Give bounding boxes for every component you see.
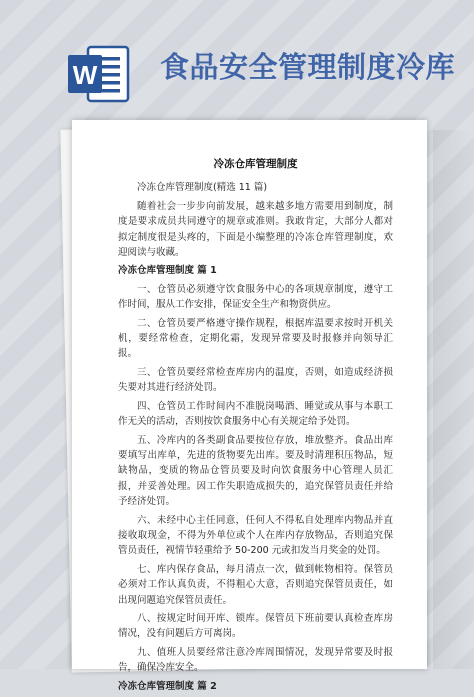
paragraph: 三、仓管员要经常检查库房内的温度，否则，如造成经济损失要对其进行经济处罚。 <box>118 366 393 394</box>
paragraph: 九、值班人员要经常注意冷库周围情况，发现异常要及时报告，确保冷库安全。 <box>118 646 393 674</box>
paragraph: 八、按规定时间开库、锁库。保管员下班前要认真检查库房情况，没有问题后方可离岗。 <box>118 612 393 640</box>
page-edge-shade <box>433 130 474 669</box>
header <box>0 0 474 118</box>
paragraph: 六、未经中心主任同意，任何人不得私自处理库内物品并直接收取现金，不得为外单位或个人在库内存放物品，否则追究保管员责任，视情节轻重给予 50-200 元或扣发当月奖金的处罚。 <box>118 514 393 557</box>
paragraph: 二、仓管员要严格遵守操作规程，根据库温要求按时开机关机，要经常检查，定期化霜，发现异常要及时报修并向领导汇报。 <box>118 317 393 360</box>
paragraph: 四、仓管员工作时间内不准脱岗喝酒、睡觉或从事与本职工作无关的活动，否则按饮食服务中心有关规定给予处罚。 <box>118 400 393 428</box>
document-body <box>118 157 393 697</box>
paragraph: 冷冻仓库管理制度(精选 11 篇) <box>137 182 268 194</box>
svg-text:W: W <box>72 60 98 90</box>
section-heading: 冷冻仓库管理制度 篇 1 <box>118 265 217 277</box>
page-title: 食品安全管理制度冷库 <box>160 50 456 84</box>
paragraph: 一、仓管员必须遵守饮食服务中心的各项规章制度，遵守工作时间，服从工作安排，保证安全生产和物资供应。 <box>118 283 393 311</box>
paragraph: 七、库内保存食品，每月清点一次，做到帐物相符。保管员必须对工作认真负责，不得粗心大意，否则追究保管员责任，如出现问题追究保管员责任。 <box>118 563 393 606</box>
paragraph: 五、冷库内的各类副食品要按位存放，堆放整齐。食品出库要填写出库单，先进的货物要先出库。要及时清理积压物品，短缺物品，变质的物品仓管员要及时向饮食服务中心管理人员汇报，并妥善处理。因工作失职造成损失的，追究保管员责任并给予经济处罚。 <box>118 434 393 508</box>
word-icon <box>66 41 132 107</box>
document-title: 冷冻仓库管理制度 <box>213 158 298 170</box>
section-heading: 冷冻仓库管理制度 篇 2 <box>118 680 217 692</box>
paragraph: 随着社会一步步向前发展，越来越多地方需要用到制度，制度是要求成员共同遵守的规章或准则。我敢肯定，大部分人都对拟定制度很是头疼的，下面是小编整理的冷冻仓库管理制度，欢迎阅读与收藏。 <box>118 200 393 259</box>
